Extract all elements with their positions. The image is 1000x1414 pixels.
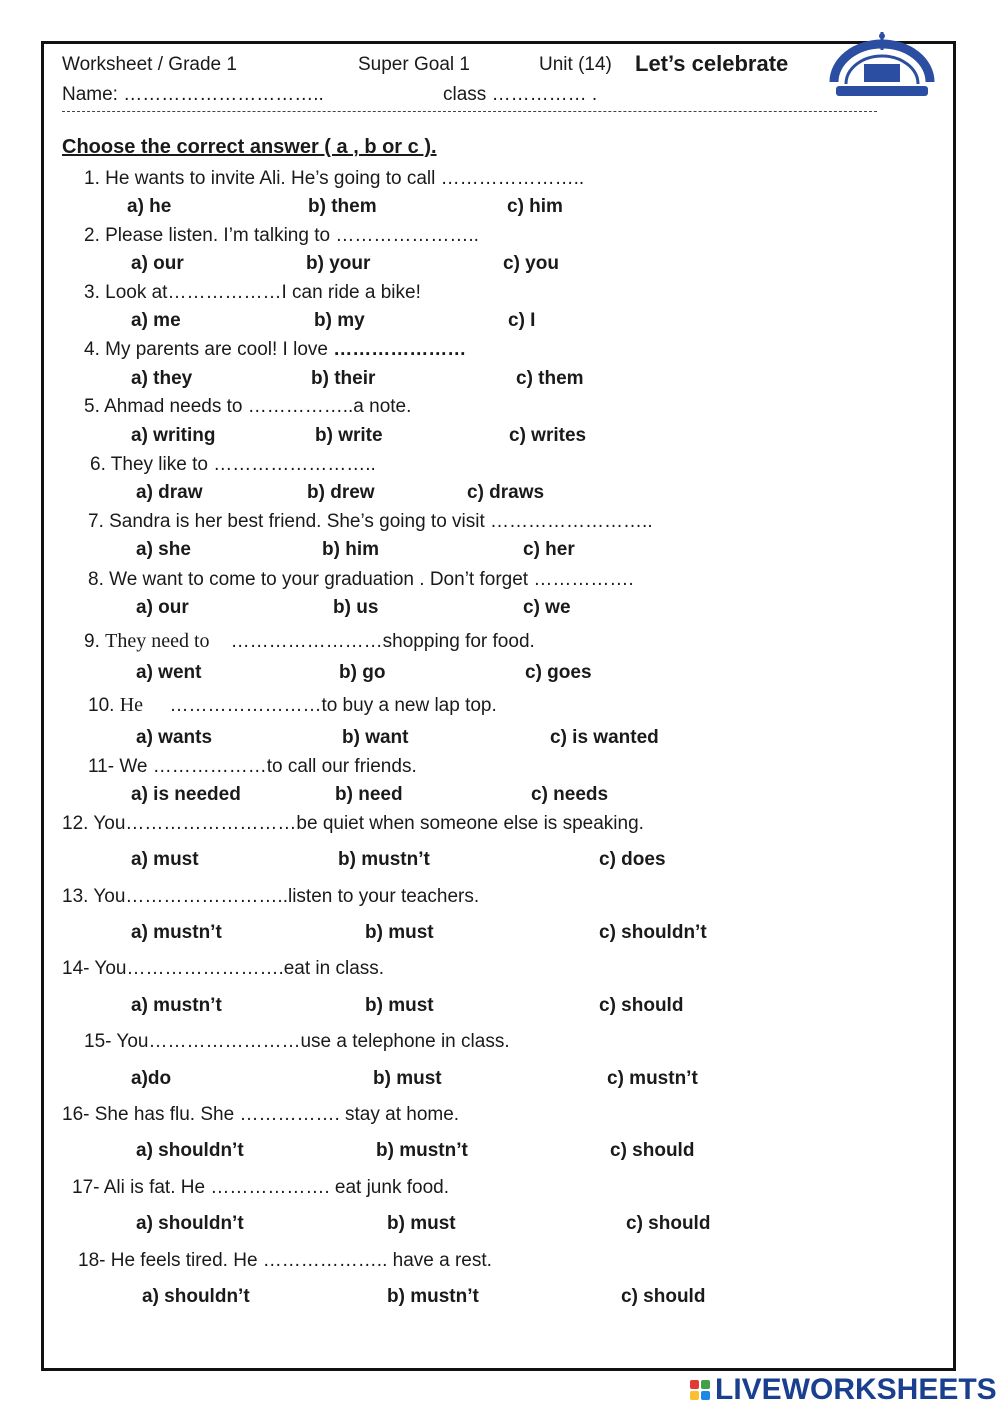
q13-option-b[interactable]: b) must (365, 922, 434, 943)
unit-title: Let’s celebrate (635, 51, 789, 76)
q9-option-c[interactable]: c) goes (525, 662, 592, 683)
q4-option-a[interactable]: a) they (131, 368, 193, 389)
q8-option-b[interactable]: b) us (333, 597, 379, 618)
q18-option-a[interactable]: a) shouldn’t (142, 1286, 250, 1307)
q2-option-c[interactable]: c) you (503, 253, 559, 274)
q10-option-a[interactable]: a) wants (136, 727, 213, 748)
question-1: 1. He wants to invite Ali. He’s going to call ………………….. (84, 168, 585, 189)
question-8: 8. We want to come to your graduation . Don’t forget ……………. (88, 569, 634, 590)
q15-option-a[interactable]: a)do (131, 1068, 172, 1089)
q7-option-b[interactable]: b) him (322, 539, 379, 560)
question-5: 5. Ahmad needs to ……………..a note. (84, 396, 412, 417)
question-14: 14- You…………………….eat in class. (62, 958, 385, 979)
q1-option-b[interactable]: b) them (308, 196, 377, 217)
q12-option-a[interactable]: a) must (131, 849, 199, 870)
question-2: 2. Please listen. I’m talking to ………………….. (84, 225, 479, 246)
q18-option-b[interactable]: b) mustn’t (387, 1286, 479, 1307)
q13-option-c[interactable]: c) shouldn’t (599, 922, 707, 943)
q5-option-a[interactable]: a) writing (131, 425, 216, 446)
book-title: Super Goal 1 (358, 54, 470, 75)
q14-option-b[interactable]: b) must (365, 995, 434, 1016)
q2-option-b[interactable]: b) your (306, 253, 371, 274)
q3-option-c[interactable]: c) I (508, 310, 536, 331)
q17-option-b[interactable]: b) must (387, 1213, 456, 1234)
school-logo (826, 30, 938, 102)
q12-option-b[interactable]: b) mustn’t (338, 849, 430, 870)
header-separator (62, 111, 877, 112)
unit-number: Unit (14) (539, 54, 612, 75)
q1-option-c[interactable]: c) him (507, 196, 563, 217)
brand-logo-icon (690, 1380, 710, 1400)
q10-option-c[interactable]: c) is wanted (550, 727, 659, 748)
q14-option-c[interactable]: c) should (599, 995, 684, 1016)
q16-option-a[interactable]: a) shouldn’t (136, 1140, 244, 1161)
q1-option-a[interactable]: a) he (127, 196, 172, 217)
q6-option-c[interactable]: c) draws (467, 482, 545, 503)
q5-option-c[interactable]: c) writes (509, 425, 587, 446)
question-11: 11- We ………………to call our friends. (88, 756, 417, 777)
question-12: 12. You………………………be quiet when someone else is speaking. (62, 813, 644, 834)
q8-option-a[interactable]: a) our (136, 597, 189, 618)
question-13: 13. You……………………..listen to your teachers. (62, 886, 480, 907)
q16-option-c[interactable]: c) should (610, 1140, 695, 1161)
class-field[interactable]: class …………… . (443, 84, 598, 105)
q18-option-c[interactable]: c) should (621, 1286, 706, 1307)
q11-option-b[interactable]: b) need (335, 784, 403, 805)
q4-option-c[interactable]: c) them (516, 368, 584, 389)
q14-option-a[interactable]: a) mustn’t (131, 995, 222, 1016)
question-18: 18- He feels tired. He ……………….. have a rest. (78, 1250, 492, 1271)
q12-option-c[interactable]: c) does (599, 849, 666, 870)
instruction: Choose the correct answer ( a , b or c ). (62, 136, 437, 158)
q9-option-a[interactable]: a) went (136, 662, 202, 683)
question-16: 16- She has flu. She ……………. stay at home. (62, 1104, 460, 1125)
q2-option-a[interactable]: a) our (131, 253, 184, 274)
question-7: 7. Sandra is her best friend. She’s going to visit …………………….. (88, 511, 653, 532)
worksheet-grade: Worksheet / Grade 1 (62, 54, 237, 75)
q7-option-a[interactable]: a) she (136, 539, 191, 560)
q10-option-b[interactable]: b) want (342, 727, 409, 748)
q17-option-a[interactable]: a) shouldn’t (136, 1213, 244, 1234)
question-6: 6. They like to …………………….. (90, 454, 376, 475)
q11-option-c[interactable]: c) needs (531, 784, 609, 805)
brand-name: LIVEWORKSHEETS (715, 1373, 997, 1406)
q9-option-b[interactable]: b) go (339, 662, 386, 683)
question-3: 3. Look at………………I can ride a bike! (84, 282, 421, 303)
q11-option-a[interactable]: a) is needed (131, 784, 241, 805)
q15-option-b[interactable]: b) must (373, 1068, 442, 1089)
question-10: 10. He ……………………to buy a new lap top. (88, 694, 497, 716)
question-15: 15- You……………………use a telephone in class. (84, 1031, 510, 1052)
q4-option-b[interactable]: b) their (311, 368, 376, 389)
q6-option-a[interactable]: a) draw (136, 482, 203, 503)
q7-option-c[interactable]: c) her (523, 539, 575, 560)
q5-option-b[interactable]: b) write (315, 425, 383, 446)
question-9: 9. They need to ……………………shopping for food. (84, 630, 535, 652)
q13-option-a[interactable]: a) mustn’t (131, 922, 222, 943)
name-field[interactable]: Name: ………………………….. (62, 84, 324, 105)
q3-option-a[interactable]: a) me (131, 310, 181, 331)
liveworksheets-brand[interactable] (690, 1372, 997, 1408)
q15-option-c[interactable]: c) mustn’t (607, 1068, 698, 1089)
q16-option-b[interactable]: b) mustn’t (376, 1140, 468, 1161)
q3-option-b[interactable]: b) my (314, 310, 365, 331)
q8-option-c[interactable]: c) we (523, 597, 571, 618)
q17-option-c[interactable]: c) should (626, 1213, 711, 1234)
q6-option-b[interactable]: b) drew (307, 482, 375, 503)
question-4: 4. My parents are cool! I love ………………… (84, 339, 467, 360)
question-17: 17- Ali is fat. He ………………. eat junk food. (72, 1177, 449, 1198)
